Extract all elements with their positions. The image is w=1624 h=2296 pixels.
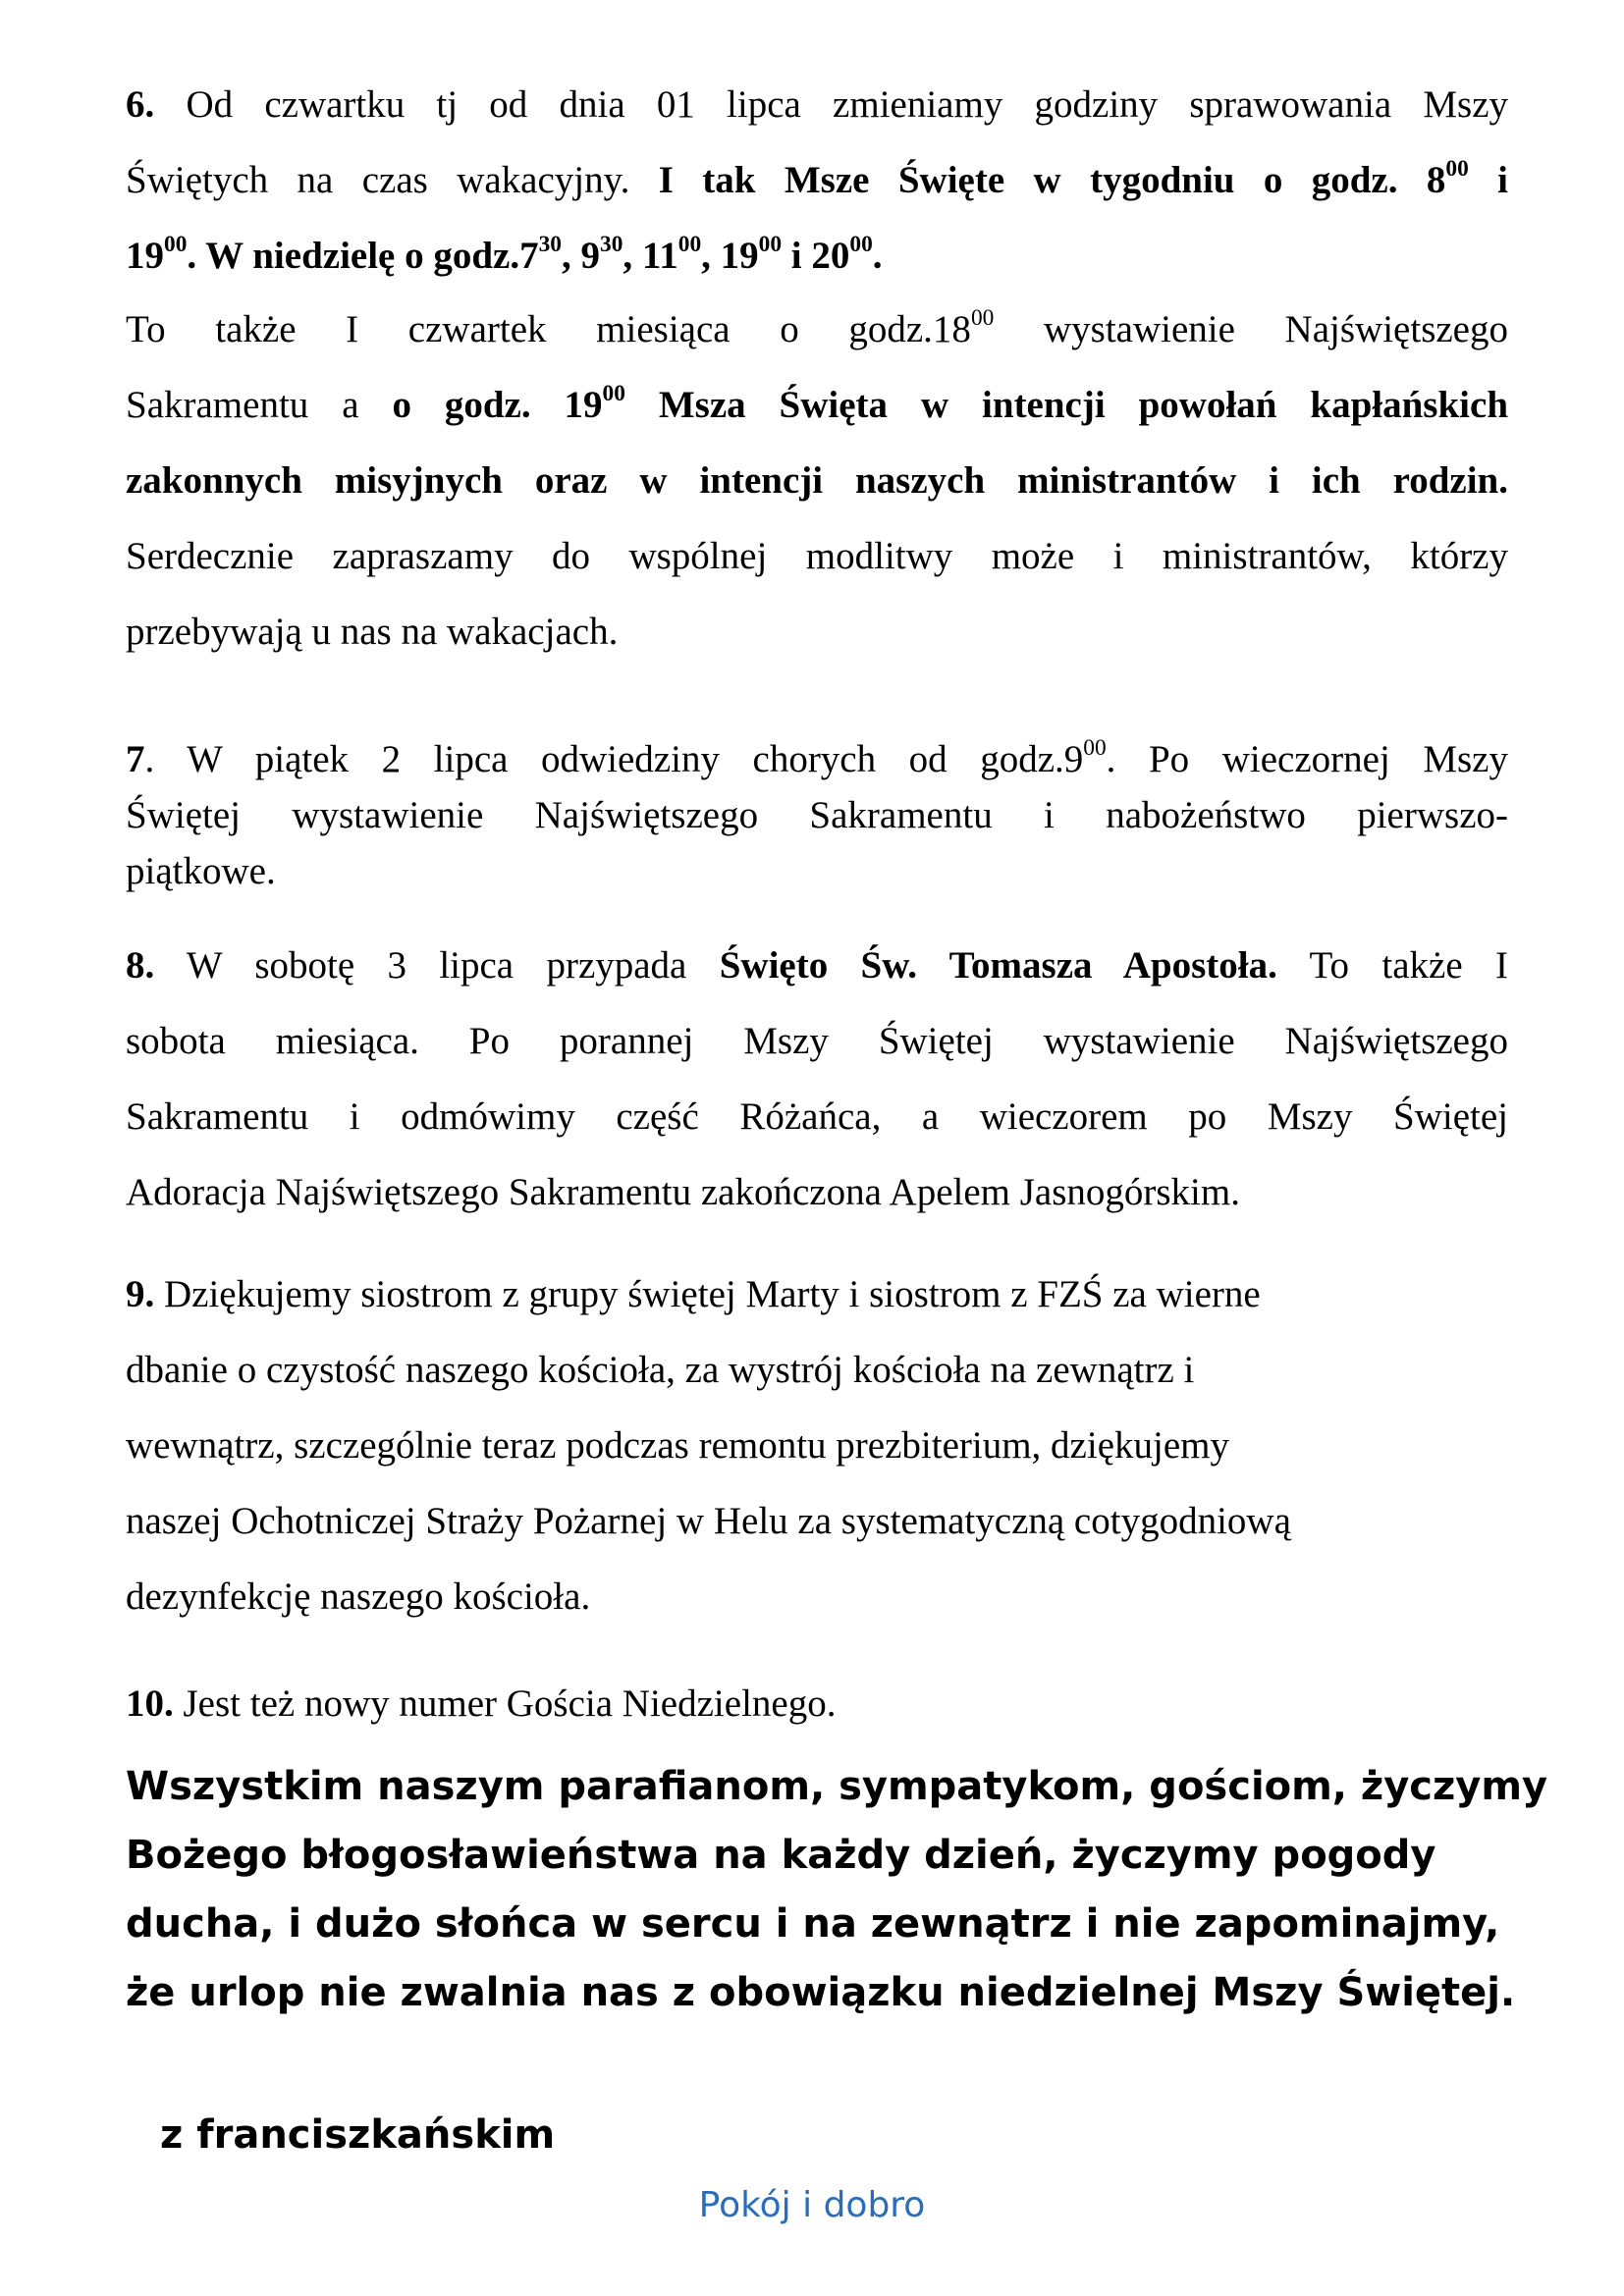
a9-line-3: wewnątrz, szczególnie teraz podczas remontu prezbiterium, dziękujemy [126, 1424, 1229, 1467]
a6-line-2: Świętych na czas wakacyjny. I tak Msze Święte w tygodniu o godz. $8^{00}$ i [126, 155, 1508, 201]
a7-line-2: Świętej wystawienie Najświętszego Sakramentu i nabożeństwo pierwszo- [126, 794, 1508, 836]
a10-number: 10. [126, 1682, 174, 1725]
a6-line-6: zakonnych misyjnych oraz w intencji naszych ministrantów i ich rodzin. [126, 459, 1508, 502]
greeting-line-4: że urlop nie zwalnia nas z obowiązku niedzielnej Mszy Świętej. [126, 1970, 1516, 2015]
greeting-paragraph [126, 1752, 1548, 2027]
announcement-8 [126, 928, 1508, 1230]
a8-line-3: Sakramentu i odmówimy część Różańca, a wieczorem po Mszy Świętej [126, 1095, 1508, 1138]
a8-line-1: 8. W sobotę 3 lipca przypada Święto Św. Tomasza Apostoła. To także I [126, 944, 1508, 987]
greeting-line-2: Bożego błogosławieństwa na każdy dzień, życzymy pogody [126, 1833, 1436, 1878]
announcement-9 [126, 1256, 1508, 1634]
a9-line-2: dbanie o czystość naszego kościoła, za wystrój kościoła na zewnątrz i [126, 1349, 1195, 1391]
a9-line-5: dezynfekcję naszego kościoła. [126, 1575, 591, 1618]
greeting-line-3: ducha, i dużo słońca w sercu i na zewnątrz i nie zapominajmy, [126, 1901, 1500, 1947]
a6-number: 6. [126, 83, 155, 126]
signature: z franciszkańskim [160, 2112, 556, 2158]
a7-line-3: piątkowe. [126, 850, 276, 892]
a6-line-7: Serdecznie zapraszamy do wspólnej modlitwy może i ministrantów, którzy [126, 535, 1508, 577]
a10-line-1: 10. Jest też nowy numer Gościa Niedzielnego. [126, 1682, 837, 1725]
announcement-10 [126, 1666, 1508, 1741]
a8-line-2: sobota miesiąca. Po porannej Mszy Świętej wystawienie Najświętszego [126, 1020, 1508, 1062]
a8-number: 8. [126, 944, 155, 987]
announcement-6-continued [126, 292, 1508, 669]
a6-line-3: $19^{00}$. W niedzielę o $godz.7^{30}$, $9^{30}$, $11^{00}$, $19^{00}$ i $20^{00}$. [126, 231, 883, 277]
a6-line-5: Sakramentu a o godz. $19^{00}$ Msza Święta w intencji powołań kapłańskich [126, 380, 1509, 426]
a6-line-8: przebywają u nas na wakacjach. [126, 611, 619, 653]
a9-number: 9. [126, 1273, 155, 1315]
a6-line-1: 6. Od czwartku tj od dnia 01 lipca zmieniamy godziny sprawowania Mszy [126, 83, 1508, 126]
a9-line-4: naszej Ochotniczej Straży Pożarnej w Helu za systematyczną cotygodniową [126, 1500, 1291, 1542]
a8-line-4: Adoracja Najświętszego Sakramentu zakończona Apelem Jasnogórskim. [126, 1171, 1240, 1213]
announcement-7 [126, 731, 1508, 899]
closing-phrase: Pokój i dobro [698, 2185, 926, 2225]
a7-number: 7 [126, 738, 145, 780]
a6-line-4: To także I czwartek miesiąca o $godz.18^{00}$ wystawienie Najświętszego [126, 304, 1508, 350]
a9-line-1: 9. Dziękujemy siostrom z grupy świętej Marty i siostrom z FZŚ za wierne [126, 1273, 1261, 1315]
announcement-6 [126, 67, 1508, 294]
a7-line-1: 7. W piątek 2 lipca odwiedziny chorych od $godz.9^{00}$. Po wieczornej Mszy [126, 734, 1508, 780]
greeting-line-1: Wszystkim naszym parafianom, sympatykom, gościom, życzymy [126, 1764, 1548, 1809]
